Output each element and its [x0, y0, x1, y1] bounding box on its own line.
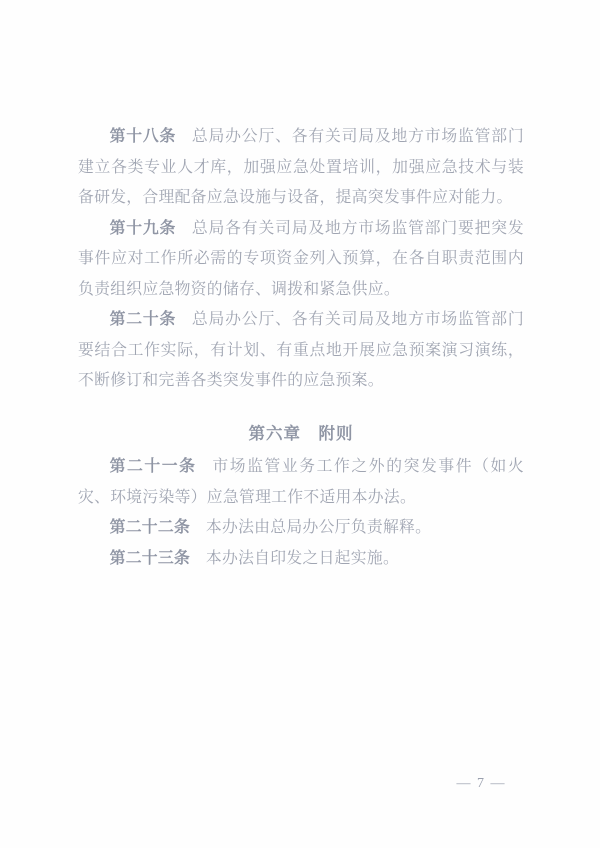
article-text: 总局各有关司局及地方市场监管部门要把突发事件应对工作所必需的专项资金列入预算，在各自职责范围内负责组织应急物资的储存、调拨和紧急供应。	[78, 219, 524, 298]
article-paragraph	[78, 214, 524, 306]
article-paragraph	[78, 544, 524, 575]
article-number-label: 第二十三条	[109, 549, 191, 567]
article-paragraph	[78, 305, 524, 397]
article-text: 本办法由总局办公厅负责解释。	[205, 519, 432, 536]
article-paragraph	[78, 122, 524, 214]
article-text: 本办法自印发之日起实施。	[205, 549, 400, 567]
chapter-heading: 第六章 附则	[248, 423, 354, 443]
article-text: 总局办公厅、各有关司局及地方市场监管部门要结合工作实际，有计划、有重点地开展应急预案演习演练，不断修订和完善各类突发事件的应急预案。	[78, 311, 524, 389]
article-number-label: 第二十二条	[109, 519, 191, 536]
article-paragraph	[78, 513, 524, 544]
page-number: — 7 —	[456, 776, 506, 791]
article-number-label: 第二十条	[109, 311, 177, 328]
article-number-label: 第十八条	[109, 128, 177, 145]
document-body	[78, 122, 524, 574]
article-number-label: 第十九条	[109, 219, 177, 237]
article-text: 总局办公厅、各有关司局及地方市场监管部门建立各类专业人才库，加强应急处置培训，加强应急技术与装备研发，合理配备应急设施与设备，提高突发事件应对能力。	[78, 128, 524, 206]
article-paragraph	[78, 452, 524, 513]
article-number-label: 第二十一条	[109, 458, 197, 475]
article-text: 市场监管业务工作之外的突发事件（如火灾、环境污染等）应急管理工作不适用本办法。	[78, 458, 524, 506]
